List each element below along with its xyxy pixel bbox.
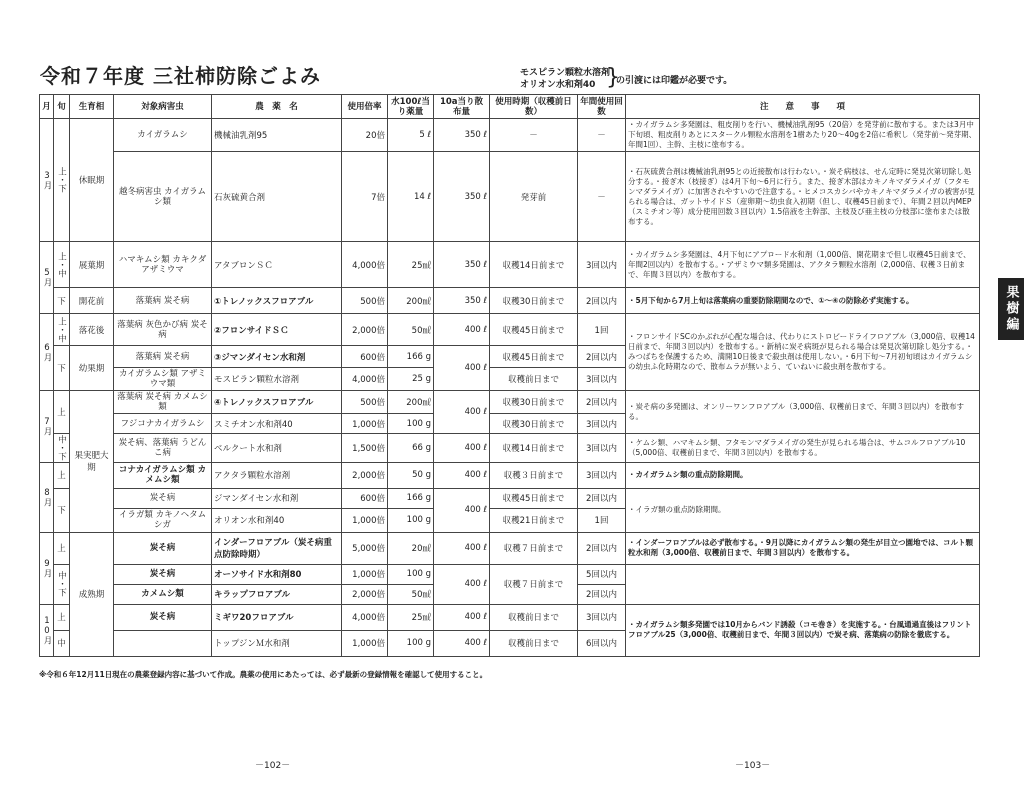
count-cell: － <box>578 119 626 152</box>
timing-cell: 収穫45日前まで <box>490 488 578 508</box>
chem-cell: 機械油乳剤95 <box>212 119 342 152</box>
timing-cell: 収穫30日前まで <box>490 288 578 314</box>
table-row <box>40 488 980 508</box>
dose-cell: 166 g <box>388 488 434 508</box>
timing-cell: 収穫45日前まで <box>490 314 578 346</box>
chem-cell: オリオン水和剤40 <box>212 508 342 532</box>
notes-cell: ・石灰硫黄合剤は機械油乳剤95との近接散布は行わない。・炭そ病枝は、せん定時に発見次第切除し処分する。・接ぎ木（枝接ぎ）は4月下旬～6月に行う。また、接ぎ木部はカキノキマダラメイガ（フタモンマダラメイガ）に加害されやすいので注意する。・ヒメコスカシバやカキノキマダラメイガの被害が見られる場合は、ガットサイドＳ（産卵期～幼虫食入初期（但し、収穫45日前まで）、年間２回以内MEP（スミチオン等）成分使用回数３回以内）1.5倍液を主幹部、主枝及び亜主枝の分枝部に塗布または散布する。 <box>626 152 980 242</box>
table-row <box>40 462 980 488</box>
notes-cell: ・イラガ類の重点防除期間。 <box>626 488 980 532</box>
period-cell: 下 <box>54 488 70 532</box>
vol-cell: 400 ℓ <box>434 564 490 604</box>
notes-cell: ・カイガラムシ類の重点防除期間。 <box>626 462 980 488</box>
timing-cell: 収穫14日前まで <box>490 242 578 288</box>
stage-cell: 果実肥大期 <box>70 391 114 533</box>
notes-cell: ・ケムシ類、ハマキムシ類、フタモンマダラメイガの発生が見られる場合は、サムコルフロアブル10（5,000倍、収穫前日まで、年間３回以内）を散布する。 <box>626 434 980 463</box>
pest-cell: 炭そ病 <box>114 532 212 564</box>
vol-cell: 350 ℓ <box>434 242 490 288</box>
notes-cell: ・カイガラムシ多発園は、4月下旬にアプロード水和剤（1,000倍、開花期まで但し収穫45日前まで、年間2回以内）を散布する。・アザミウマ類多発園は、アクタラ顆粒水溶剤（2,000倍、収穫３日前まで、年間３回以内）を散布する。 <box>626 242 980 288</box>
count-cell: － <box>578 152 626 242</box>
ratio-cell: 500倍 <box>342 391 388 414</box>
ratio-cell: 1,500倍 <box>342 434 388 463</box>
header-count: 年間使用回数 <box>578 95 626 119</box>
count-cell: 2回以内 <box>578 391 626 414</box>
dose-cell: 14 ℓ <box>388 152 434 242</box>
month-cell: 7月 <box>40 391 54 463</box>
timing-cell: － <box>490 119 578 152</box>
header-month: 月 <box>40 95 54 119</box>
vol-cell: 400 ℓ <box>434 630 490 656</box>
count-cell: 3回以内 <box>578 368 626 391</box>
vol-cell: 350 ℓ <box>434 119 490 152</box>
table-row <box>40 604 980 630</box>
count-cell: 3回以内 <box>578 414 626 434</box>
dose-cell: 166 g <box>388 346 434 368</box>
ratio-cell: 2,000倍 <box>342 584 388 604</box>
table-row <box>40 532 980 564</box>
header-dose: 水100ℓ当り薬量 <box>388 95 434 119</box>
header-notes: 注 意 事 項 <box>626 95 980 119</box>
header-chem: 農 薬 名 <box>212 95 342 119</box>
pest-cell: フジコナカイガラムシ <box>114 414 212 434</box>
spray-schedule-table <box>39 94 980 657</box>
notice-text: の引渡には印鑑が必要です。 <box>616 76 733 86</box>
dose-cell: 50㎖ <box>388 314 434 346</box>
stage-cell: 落花後 <box>70 314 114 346</box>
vol-cell: 400 ℓ <box>434 314 490 346</box>
dose-cell: 25 g <box>388 368 434 391</box>
stage-cell: 開花前 <box>70 288 114 314</box>
dose-cell: 100 g <box>388 630 434 656</box>
chem-cell: ①トレノックスフロアブル <box>212 288 342 314</box>
ratio-cell: 7倍 <box>342 152 388 242</box>
notes-cell: ・フロンサイドSCのかぶれが心配な場合は、代わりにストロビードライフロアブル（3,000倍、収穫14日前まで、年間３回以内）を散布する。・新梢に炭そ病斑が見られる場合は発見次第切除し処分する。・みつばちを保護するため、満開10日後まで殺虫剤は使用しない。・6月下旬～7月初旬頃はカイガラムシの幼虫ふ化時期なので、散布ムラが無いよう、ていねいに殺虫剤を散布する。 <box>626 314 980 391</box>
pest-cell: イラガ類 カキノヘタムシガ <box>114 508 212 532</box>
timing-cell: 収穫30日前まで <box>490 391 578 414</box>
chem-cell: キラップフロアブル <box>212 584 342 604</box>
count-cell: 3回以内 <box>578 604 626 630</box>
vol-cell: 400 ℓ <box>434 488 490 532</box>
count-cell: 3回以内 <box>578 434 626 463</box>
stage-cell: 休眠期 <box>70 119 114 242</box>
table-row <box>40 288 980 314</box>
ratio-cell: 4,000倍 <box>342 368 388 391</box>
dose-cell: 25㎖ <box>388 242 434 288</box>
notes-cell: ・カイガラムシ類多発園では10月からバンド誘殺（コモ巻き）を実施する。・台風通過直後はフリントフロアブル25（3,000倍、収穫前日まで、年間３回以内）で炭そ病、落葉病の防除を徹底する。 <box>626 604 980 656</box>
notice-brace: } <box>606 65 620 90</box>
ratio-cell: 4,000倍 <box>342 242 388 288</box>
period-cell: 上 <box>54 391 70 434</box>
pest-cell: コナカイガラムシ類 カメムシ類 <box>114 462 212 488</box>
chem-cell: スミチオン水和剤40 <box>212 414 342 434</box>
timing-cell: 発芽前 <box>490 152 578 242</box>
vol-cell: 400 ℓ <box>434 346 490 391</box>
dose-cell: 5 ℓ <box>388 119 434 152</box>
table-row <box>40 119 980 152</box>
stage-cell: 幼果期 <box>70 346 114 391</box>
notes-cell: ・炭そ病の多発園は、オンリーワンフロアブル（3,000倍、収穫前日まで、年間３回以内）を散布する。 <box>626 391 980 434</box>
dose-cell: 100 g <box>388 564 434 584</box>
ratio-cell: 600倍 <box>342 346 388 368</box>
pest-cell: 落葉病 炭そ病 カメムシ類 <box>114 391 212 414</box>
period-cell: 上・中 <box>54 314 70 346</box>
chem-cell: ②フロンサイドＳＣ <box>212 314 342 346</box>
dose-cell: 100 g <box>388 508 434 532</box>
header-vol: 10a当り散布量 <box>434 95 490 119</box>
period-cell: 下 <box>54 346 70 391</box>
page-number-right: －103－ <box>735 761 771 771</box>
dose-cell: 50 g <box>388 462 434 488</box>
month-cell: 6月 <box>40 314 54 391</box>
pest-cell: カメムシ類 <box>114 584 212 604</box>
page-title: 令和７年度 三社柿防除ごよみ <box>40 64 321 88</box>
pest-cell <box>114 630 212 656</box>
table-row <box>40 434 980 463</box>
table-row <box>40 242 980 288</box>
pest-cell: 炭そ病 <box>114 564 212 584</box>
section-tab: 果樹編 <box>998 278 1024 340</box>
page-number-left: －102－ <box>255 761 291 771</box>
month-cell: 3月 <box>40 119 54 242</box>
count-cell: 6回以内 <box>578 630 626 656</box>
ratio-cell: 1,000倍 <box>342 508 388 532</box>
stage-cell: 展葉期 <box>70 242 114 288</box>
period-cell: 上 <box>54 462 70 488</box>
pest-cell: カイガラムシ <box>114 119 212 152</box>
period-cell: 中・下 <box>54 434 70 463</box>
chem-cell: アクタラ顆粒水溶剤 <box>212 462 342 488</box>
chem-cell: モスピラン顆粒水溶剤 <box>212 368 342 391</box>
timing-cell: 収穫30日前まで <box>490 414 578 434</box>
period-cell: 上・中 <box>54 242 70 288</box>
chem-cell: トップジンＭ水和剤 <box>212 630 342 656</box>
ratio-cell: 600倍 <box>342 488 388 508</box>
table-row <box>40 564 980 584</box>
month-cell: 5月 <box>40 242 54 314</box>
period-cell: 上 <box>54 532 70 564</box>
count-cell: 2回以内 <box>578 532 626 564</box>
notes-cell: ・5月下旬から7月上旬は落葉病の重要防除期間なので、①～④の防除必ず実施する。 <box>626 288 980 314</box>
pest-cell: カイガラムシ類 アザミウマ類 <box>114 368 212 391</box>
timing-cell: 収穫７日前まで <box>490 532 578 564</box>
count-cell: 1回 <box>578 508 626 532</box>
dose-cell: 20㎖ <box>388 532 434 564</box>
chem-cell: インダーフロアブル（炭そ病重点防除時期） <box>212 532 342 564</box>
timing-cell: 収穫前日まで <box>490 368 578 391</box>
timing-cell: 収穫21日前まで <box>490 508 578 532</box>
count-cell: 3回以内 <box>578 242 626 288</box>
pest-cell: 炭そ病、落葉病 うどんこ病 <box>114 434 212 463</box>
chem-cell: ③ジマンダイセン水和剤 <box>212 346 342 368</box>
count-cell: 5回以内 <box>578 564 626 584</box>
notes-cell <box>626 564 980 604</box>
timing-cell: 収穫14日前まで <box>490 434 578 463</box>
ratio-cell: 2,000倍 <box>342 462 388 488</box>
count-cell: 1回 <box>578 314 626 346</box>
count-cell: 2回以内 <box>578 488 626 508</box>
vol-cell: 400 ℓ <box>434 462 490 488</box>
count-cell: 2回以内 <box>578 346 626 368</box>
dose-cell: 100 g <box>388 414 434 434</box>
dose-cell: 66 g <box>388 434 434 463</box>
dose-cell: 200㎖ <box>388 288 434 314</box>
chem-cell: ミギワ20フロアブル <box>212 604 342 630</box>
table-header <box>40 95 980 119</box>
vol-cell: 350 ℓ <box>434 152 490 242</box>
dose-cell: 25㎖ <box>388 604 434 630</box>
period-cell: 下 <box>54 288 70 314</box>
chem-cell: オーソサイド水和剤80 <box>212 564 342 584</box>
pest-cell: 炭そ病 <box>114 488 212 508</box>
period-cell: 上 <box>54 604 70 630</box>
ratio-cell: 4,000倍 <box>342 604 388 630</box>
table-row <box>40 314 980 346</box>
header-period: 旬 <box>54 95 70 119</box>
pest-cell: 落葉病 灰色かび病 炭そ病 <box>114 314 212 346</box>
notes-cell: ・カイガラムシ多発園は、粗皮削りを行い、機械油乳剤95（20倍）を発芽前に散布する。または3月中下旬頃、粗皮削りあとにスタークル顆粒水溶剤を1樹あたり20～40gを2倍に希釈し（発芽前～発芽期、年間1回）、主幹、主枝に塗布する。 <box>626 119 980 152</box>
chem-cell: 石灰硫黄合剤 <box>212 152 342 242</box>
ratio-cell: 5,000倍 <box>342 532 388 564</box>
notes-cell: ・インダーフロアブルは必ず散布する。・9月以降にカイガラムシ類の発生が目立つ園地では、コルト顆粒水和剤（3,000倍、収穫前日まで、年間３回以内）を散布する。 <box>626 532 980 564</box>
count-cell: 3回以内 <box>578 462 626 488</box>
dose-cell: 200㎖ <box>388 391 434 414</box>
ratio-cell: 20倍 <box>342 119 388 152</box>
pest-cell: 落葉病 炭そ病 <box>114 346 212 368</box>
chem-cell: ベルクート水和剤 <box>212 434 342 463</box>
dose-cell: 50㎖ <box>388 584 434 604</box>
footnote: ※令和６年12月11日現在の農薬登録内容に基づいて作成。農薬の使用にあたっては、必ず最新の登録情報を確認して使用すること。 <box>39 670 488 679</box>
pest-cell: 越冬病害虫 カイガラムシ類 <box>114 152 212 242</box>
ratio-cell: 2,000倍 <box>342 314 388 346</box>
header-pest: 対象病害虫 <box>114 95 212 119</box>
period-cell: 上・下 <box>54 119 70 242</box>
chem-cell: ジマンダイセン水和剤 <box>212 488 342 508</box>
vol-cell: 400 ℓ <box>434 434 490 463</box>
notice-product-1: モスピラン顆粒水溶剤 <box>520 68 611 78</box>
timing-cell: 収穫前日まで <box>490 630 578 656</box>
vol-cell: 400 ℓ <box>434 532 490 564</box>
pest-cell: 落葉病 炭そ病 <box>114 288 212 314</box>
ratio-cell: 1,000倍 <box>342 414 388 434</box>
notice-product-2: オリオン水和剤40 <box>520 80 596 90</box>
month-cell: 9月 <box>40 532 54 604</box>
timing-cell: 収穫45日前まで <box>490 346 578 368</box>
timing-cell: 収穫７日前まで <box>490 564 578 604</box>
pest-cell: ハマキムシ類 カキクダアザミウマ <box>114 242 212 288</box>
vol-cell: 350 ℓ <box>434 288 490 314</box>
header-stage: 生育相 <box>70 95 114 119</box>
header-ratio: 使用倍率 <box>342 95 388 119</box>
period-cell: 中 <box>54 630 70 656</box>
count-cell: 2回以内 <box>578 584 626 604</box>
vol-cell: 400 ℓ <box>434 391 490 434</box>
table-row <box>40 152 980 242</box>
table-row <box>40 391 980 414</box>
timing-cell: 収穫３日前まで <box>490 462 578 488</box>
chem-cell: ④トレノックスフロアブル <box>212 391 342 414</box>
header-timing: 使用時期（収穫前日数） <box>490 95 578 119</box>
stage-cell: 成熟期 <box>70 532 114 656</box>
ratio-cell: 500倍 <box>342 288 388 314</box>
month-cell: 8月 <box>40 462 54 532</box>
month-cell: 10月 <box>40 604 54 656</box>
chem-cell: アタブロンＳＣ <box>212 242 342 288</box>
vol-cell: 400 ℓ <box>434 604 490 630</box>
period-cell: 中・下 <box>54 564 70 604</box>
ratio-cell: 1,000倍 <box>342 630 388 656</box>
pest-cell: 炭そ病 <box>114 604 212 630</box>
notice-products <box>520 67 610 91</box>
count-cell: 2回以内 <box>578 288 626 314</box>
timing-cell: 収穫前日まで <box>490 604 578 630</box>
ratio-cell: 1,000倍 <box>342 564 388 584</box>
